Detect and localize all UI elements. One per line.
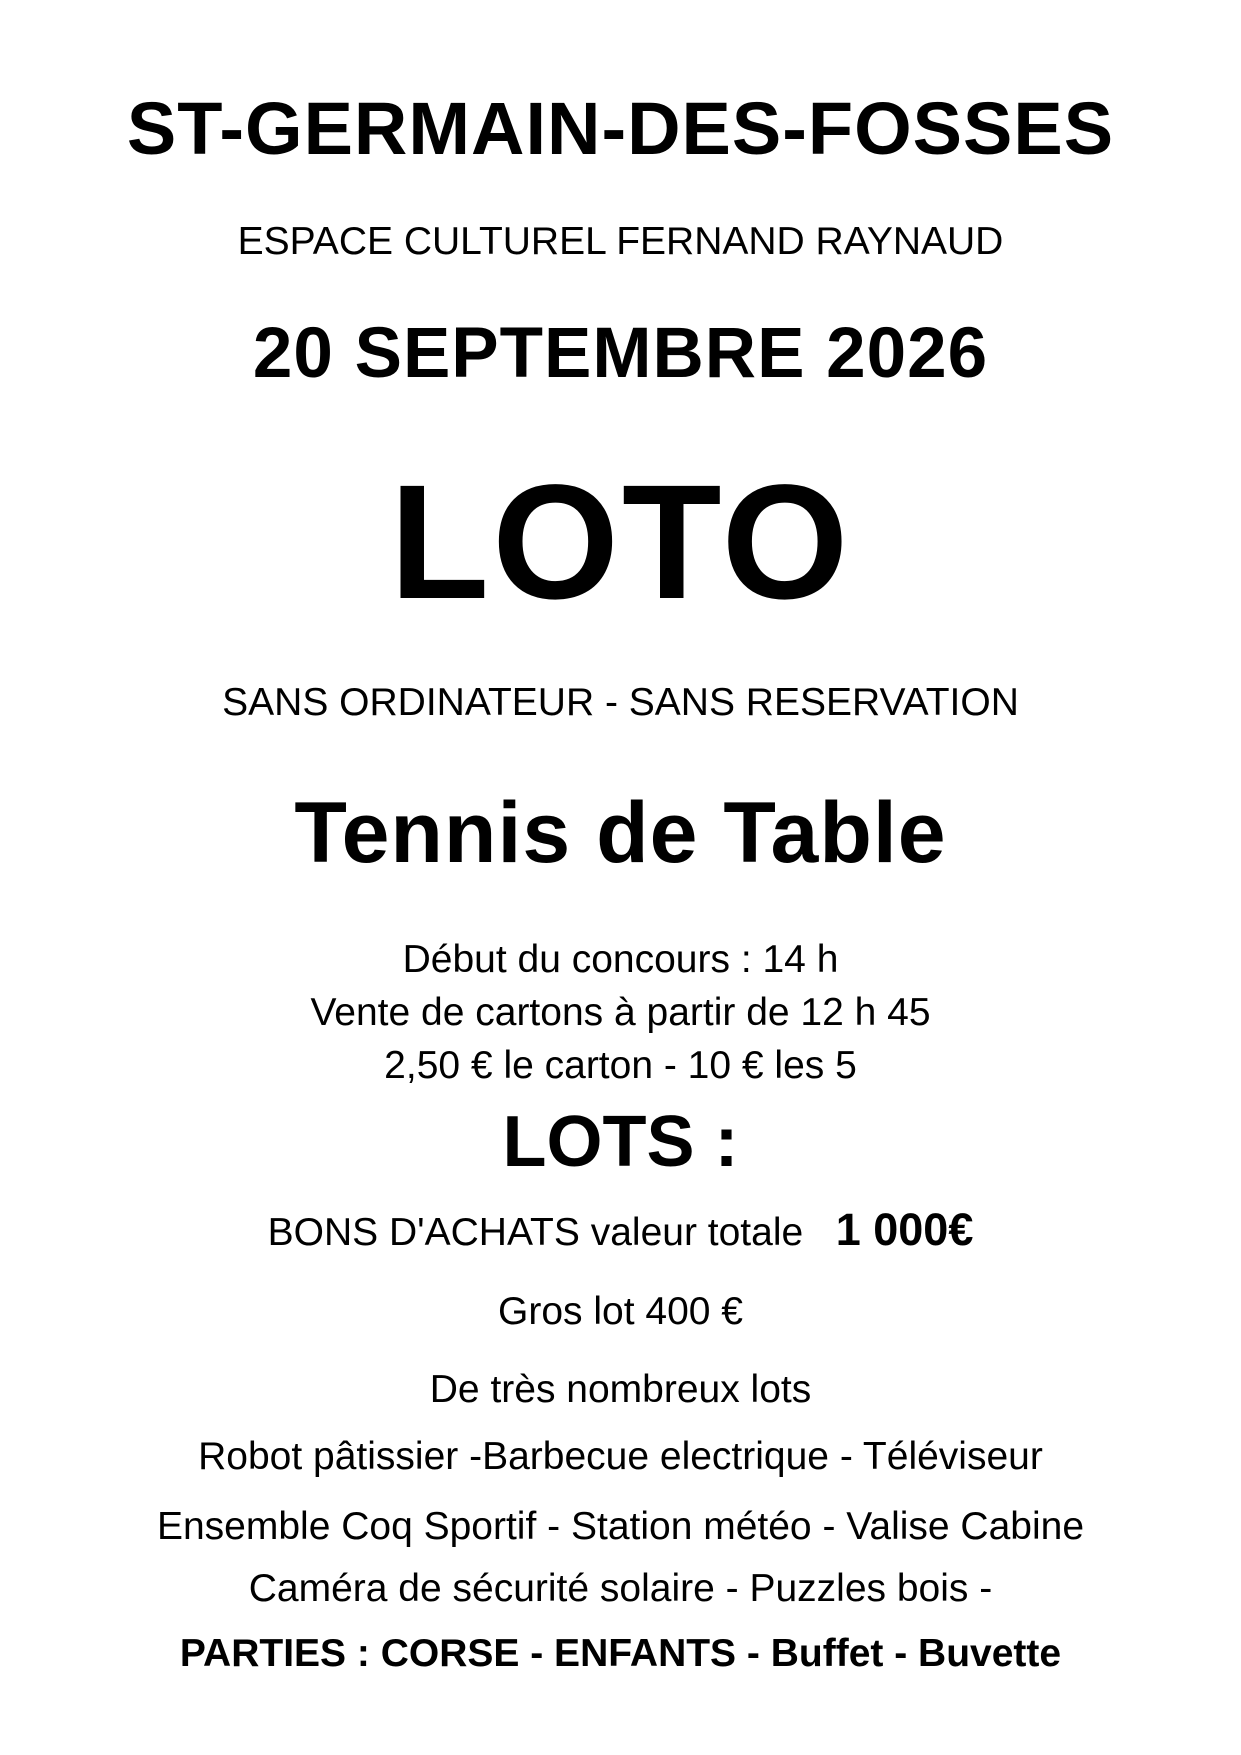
card-price-info: 2,50 € le carton - 10 € les 5 (384, 1044, 857, 1087)
prize-line: Caméra de sécurité solaire - Puzzles bois - (248, 1567, 993, 1610)
event-date: 20 SEPTEMBRE 2026 (252, 314, 989, 393)
prize-line: Ensemble Coq Sportif - Station météo - Valise Cabine (156, 1505, 1085, 1548)
event-subtitle: SANS ORDINATEUR - SANS RESERVATION (222, 681, 1019, 724)
vouchers-amount: 1 000€ (835, 1204, 974, 1255)
start-time-info: Début du concours : 14 h (402, 938, 839, 981)
lots-heading: LOTS : (502, 1102, 739, 1182)
footer-line: PARTIES : CORSE - ENFANTS - Buffet - Buvette (179, 1632, 1062, 1675)
vouchers-label: BONS D'ACHATS valeur totale (267, 1211, 804, 1254)
vouchers-line (0, 1204, 1241, 1255)
organizer-name: Tennis de Table (294, 785, 947, 881)
town-name: ST-GERMAIN-DES-FOSSES (126, 87, 1115, 170)
prize-line: Robot pâtissier -Barbecue electrique - Téléviseur (198, 1435, 1043, 1478)
card-sale-info: Vente de cartons à partir de 12 h 45 (310, 991, 931, 1034)
venue-name: ESPACE CULTUREL FERNAND RAYNAUD (237, 220, 1004, 263)
jackpot-line: Gros lot 400 € (498, 1290, 743, 1333)
event-title: LOTO (389, 450, 852, 633)
prize-line: De très nombreux lots (429, 1368, 812, 1411)
